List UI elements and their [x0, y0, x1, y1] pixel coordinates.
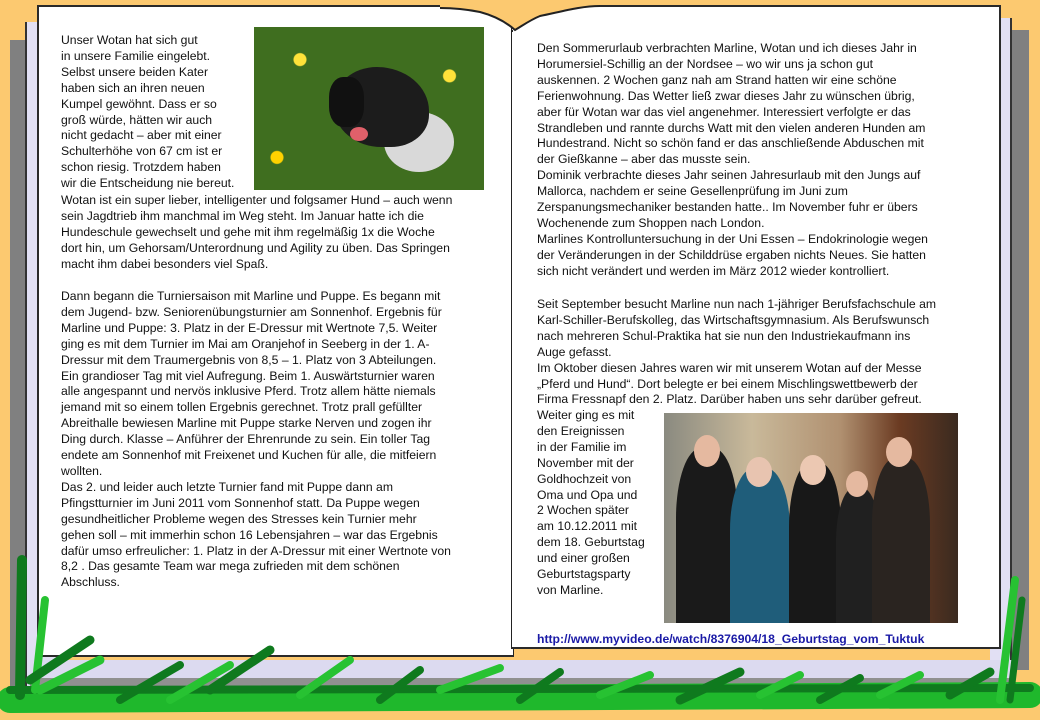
text-line: Goldhochzeit von [537, 471, 632, 486]
vacation-paragraph [537, 41, 928, 280]
text-line: jemand mit so einem tollen Ergebnis gerechnet. Trotz prall gefüllter [61, 400, 423, 415]
text-line: in der Familie im [537, 439, 627, 454]
book-shadow-bottom [30, 678, 1015, 692]
text-line: endete am Sonnenhof mit Freixenet und Kuchen für alle, die mitfeiern [61, 448, 437, 463]
text-line: sein Jagdtrieb ihm manchmal im Weg steht. Im Januar hatte ich die [61, 208, 424, 223]
intro-line: in unsere Familie eingelebt. [61, 48, 211, 63]
text-line: nach mehreren Schul-Praktika hat sie nun den Industriekaufmann ins [537, 328, 911, 343]
text-line: Hundestrand. Nicht so schön fand er das anschließende Abduschen mit [537, 136, 924, 151]
text-line: Marlines Kontrolluntersuchung in der Uni Essen – Endokrinologie wegen [537, 231, 928, 246]
intro-line: nicht gedacht – aber mit einer [61, 128, 222, 143]
text-line: Oma und Opa und [537, 487, 638, 502]
text-line: Karl-Schiller-Berufskolleg, das Wirtschaftsgymnasium. Als Berufswunsch [537, 312, 930, 327]
intro-text [61, 33, 234, 192]
text-line: Dann begann die Turniersaison mit Marline und Puppe. Es begann mit [61, 289, 441, 303]
text-line: den Ereignissen [537, 423, 625, 438]
text-line: 8,2 . Das gesamte Team war mega zufrieden mit dem schönen [61, 559, 400, 574]
text-line: dafür umso erfreulicher: 1. Platz in der A-Dressur mit einer Wertnote von [61, 543, 451, 558]
text-line: am 10.12.2011 mit [537, 519, 638, 534]
text-line: gesundheitlicher Probleme wegen des Stresses kein Turnier mehr [61, 511, 417, 526]
text-line: 2 Wochen später [537, 503, 629, 518]
text-line: Marline und Puppe: 3. Platz in der E-Dressur mit Wertnote 7,5. Weiter [61, 320, 438, 335]
text-line: macht ihm dabei besonders viel Spaß. [61, 256, 269, 271]
text-line: auskennen. 2 Wochen ganz nah am Strand hatten wir eine schöne [537, 72, 897, 87]
wotan-paragraph [61, 193, 452, 273]
text-line: Dressur mit dem Traumergebnis von 8,5 – 1. Platz von 3 Abteilungen. [61, 352, 437, 367]
text-line: Dominik verbrachte dieses Jahr seinen Jahresurlaub mit den Jungs auf [537, 168, 921, 183]
family-photo [664, 413, 958, 623]
text-line: gehen soll – mit immerhin schon 16 Lebensjahren – war das Ergebnis [61, 527, 438, 542]
text-line: Auge gefasst. [537, 344, 612, 359]
intro-line: Unser Wotan hat sich gut [61, 33, 198, 47]
text-line: Weiter ging es mit [537, 408, 635, 422]
intro-line: Kumpel gewöhnt. Dass er so [61, 96, 217, 111]
text-line: Ein grandioser Tag mit viel Aufregung. Beim 1. Auswärtsturnier waren [61, 368, 435, 383]
text-line: Hundeschule gewechselt und gehe mit ihm regelmäßig 1x die Woche [61, 224, 435, 239]
intro-line: Schulterhöhe von 67 cm ist er [61, 144, 223, 159]
text-line: Mallorca, nachdem er seine Gesellenprüfung im Juni zum [537, 184, 848, 199]
text-line: und einer großen [537, 551, 630, 566]
video-link[interactable]: http://www.myvideo.de/watch/8376904/18_Geburtstag_vom_Tuktuk [537, 632, 925, 646]
text-line: Ferienwohnung. Das Wetter ließ zwar dieses Jahr zu wünschen übrig, [537, 88, 915, 103]
text-line: Seit September besucht Marline nun nach 1-jähriger Berufsfachschule am [537, 297, 937, 311]
intro-line: groß würde, hätten wir auch [61, 112, 213, 127]
family-caption [537, 408, 645, 599]
text-line: aber für Wotan war das viel angenehmer. Interessiert verfolgte er das [537, 104, 911, 119]
text-line: Im Oktober diesen Jahres waren wir mit unserem Wotan auf der Messe [537, 360, 922, 375]
text-line: Geburtstagsparty [537, 567, 631, 582]
text-line: Das 2. und leider auch letzte Turnier fand mit Puppe dann am [61, 479, 393, 494]
text-line: von Marline. [537, 582, 604, 597]
text-line: Wochenende zum Shoppen nach London. [537, 215, 765, 230]
text-line: Abreithalle bewiesen Marline mit Puppe starke Nerven und zogen ihr [61, 416, 432, 431]
text-line: dort hin, um Gehorsam/Unterordnung und Agility zu üben. Das Springen [61, 240, 450, 255]
text-line: Zerspanungsmechaniker bestanden hatte.. Im November fuhr er übers [537, 200, 918, 215]
text-line: alle angespannt und nervös inklusive Pferd. Trotz allem hätte niemals [61, 384, 436, 399]
text-line: wollten. [61, 463, 103, 478]
text-line: Abschluss. [61, 575, 120, 590]
text-line: Firma Fressnapf den 2. Platz. Darüber haben uns sehr darüber gefreut. [537, 392, 922, 407]
text-line: Ding durch. Klasse – Anführer der Ehrenrunde zu sein. Ein toller Tag [61, 432, 430, 447]
school-paragraph [537, 297, 936, 408]
tournament-paragraph [61, 289, 451, 591]
text-line: sich nicht verändert und werden im März 2012 wieder kontrolliert. [537, 263, 890, 278]
intro-line: Selbst unsere beiden Kater [61, 64, 209, 79]
text-line: November mit der [537, 455, 634, 470]
text-line: dem Jugend- bzw. Seniorenübungsturnier am Sonnenhof. Ergebnis für [61, 304, 442, 319]
text-line: Strandleben und rannte durchs Watt mit den vielen anderen Hunden am [537, 120, 926, 135]
text-line: „Pferd und Hund“. Dort belegte er bei einem Mischlingswettbewerb der [537, 376, 918, 391]
intro-line: haben sich an ihren neuen [61, 80, 205, 95]
text-line: ging es mit dem Turnier im Mai am Oranjehof in Seeberg in der 1. A- [61, 336, 430, 351]
text-line: Wotan ist ein super lieber, intelligenter und folgsamer Hund – auch wenn [61, 193, 453, 207]
text-line: der Gießkanne – aber das musste sein. [537, 152, 751, 167]
intro-line: schon riesig. Trotzdem haben [61, 160, 221, 175]
dog-photo [254, 27, 484, 190]
text-line: Horumersiel-Schillig an der Nordsee – wo wir uns ja schon gut [537, 56, 873, 71]
text-line: dem 18. Geburtstag [537, 535, 645, 550]
text-line: der Veränderungen in der Schilddrüse ergaben nichts Neues. Sie hatten [537, 247, 926, 262]
text-line: Pfingstturnier im Juni 2011 vom Sonnenhof statt. Da Puppe wegen [61, 495, 420, 510]
intro-line: wir die Entscheidung nie bereut. [61, 176, 235, 191]
text-line: Den Sommerurlaub verbrachten Marline, Wotan und ich dieses Jahr in [537, 41, 917, 55]
